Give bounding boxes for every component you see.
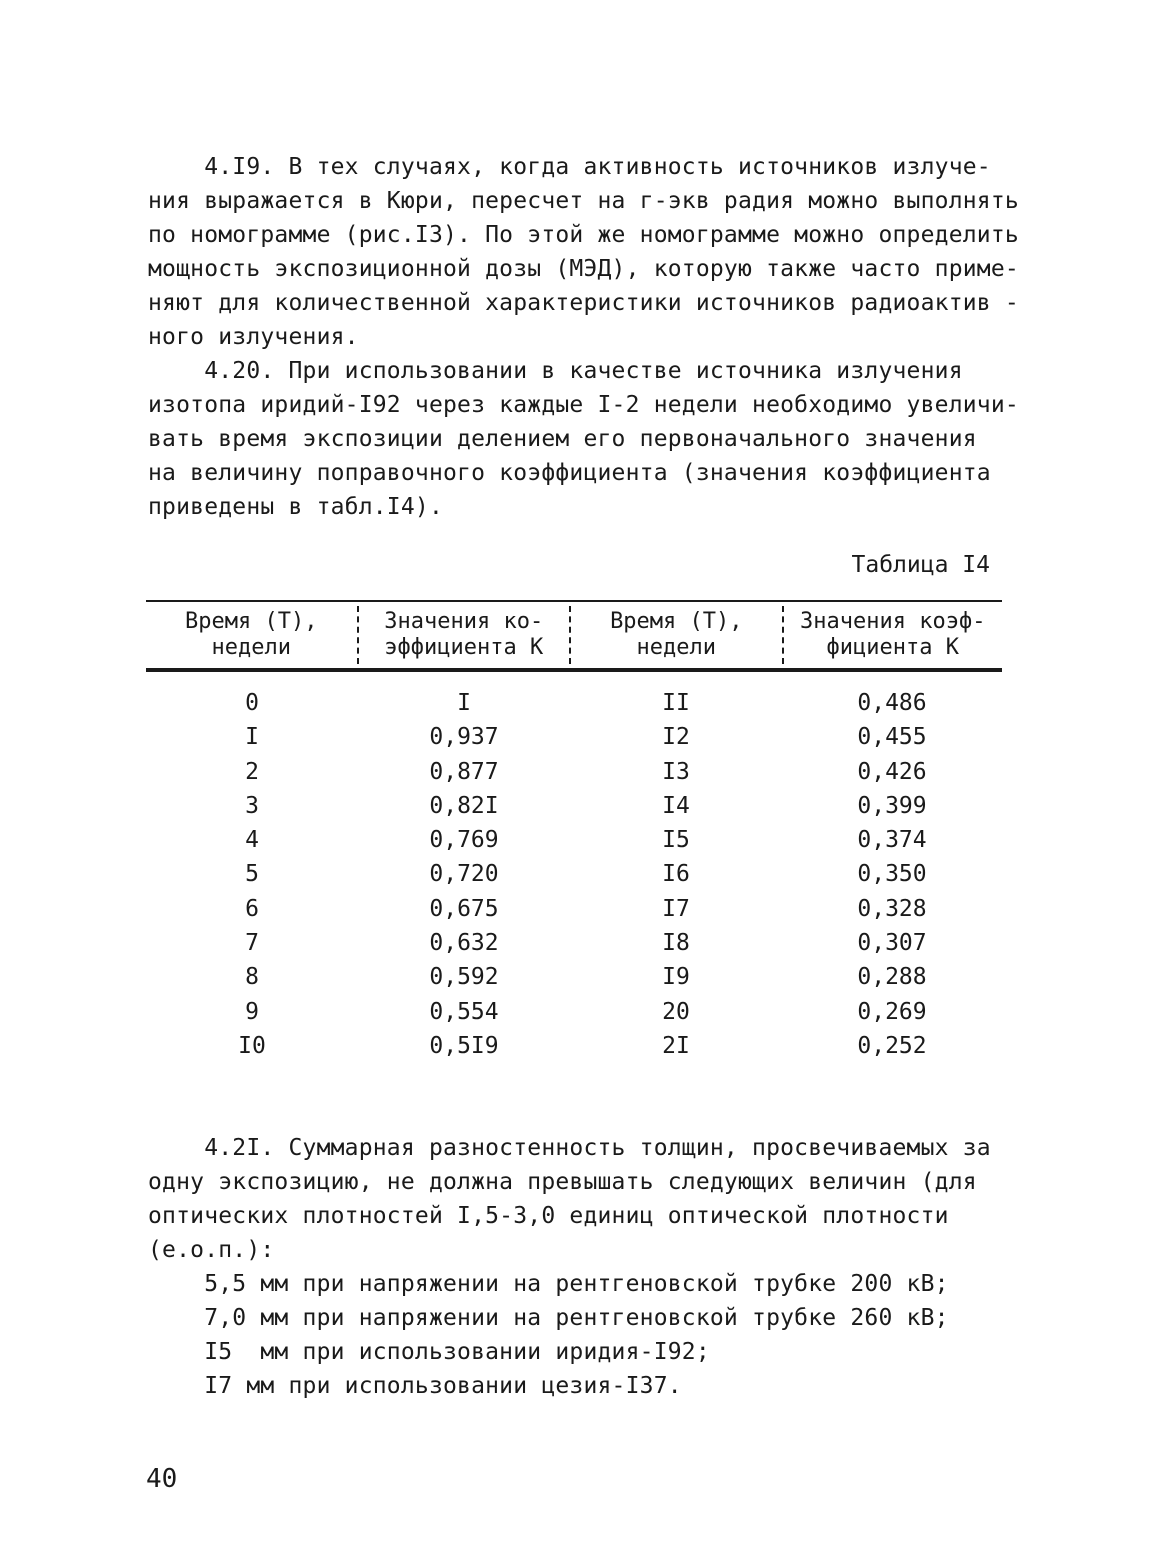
table-cell: 0,675 <box>429 895 499 922</box>
table-cell: 0,307 <box>857 930 927 957</box>
text-line: ного излучения. <box>148 324 359 350</box>
header-line: Значения коэф- <box>800 609 986 634</box>
table-cell: II <box>662 690 690 716</box>
table-cell: 0,328 <box>857 895 927 922</box>
table-cell: 0,426 <box>857 758 927 785</box>
header-coefficient <box>782 606 1002 664</box>
table-cell: 0,399 <box>857 792 927 819</box>
header-time-weeks <box>146 606 357 664</box>
table-cell: 0,455 <box>857 724 927 751</box>
text-line: (е.о.п.): <box>148 1237 275 1263</box>
header-line: Время (Т), <box>610 609 743 634</box>
table-cell: I8 <box>662 930 690 957</box>
table-cell: I5 <box>662 827 690 854</box>
paragraph-4-19 <box>148 150 1019 354</box>
header-line: Значения ко- <box>384 609 544 634</box>
table-cell: 0,252 <box>857 1032 927 1059</box>
table-row <box>146 1029 1002 1063</box>
table-cell: 4 <box>245 827 259 854</box>
header-line: Время (Т), <box>185 609 318 634</box>
page-number: 40 <box>146 1464 178 1494</box>
table-body <box>146 672 1002 1063</box>
text-line: ния выражается в Кюри, пересчет на г-экв радия можно выполнять <box>148 188 1019 214</box>
table-cell: I3 <box>662 758 690 785</box>
text-line: I5 мм при использовании иридия-I92; <box>148 1339 710 1365</box>
table-cell: 20 <box>662 998 690 1025</box>
header-line: фициента К <box>826 635 959 660</box>
table-cell: 0,592 <box>429 964 499 991</box>
table-cell: 0,374 <box>857 827 927 854</box>
header-line: недели <box>211 635 291 660</box>
table-cell: 0,937 <box>429 724 499 751</box>
table-row <box>146 686 1002 720</box>
table-cell: 0,877 <box>429 758 499 785</box>
table-cell: 0,82I <box>429 792 499 819</box>
text-line: 4.I9. В тех случаях, когда активность источников излуче- <box>148 154 991 180</box>
table-cell: I <box>245 724 259 751</box>
text-line: изотопа иридий-I92 через каждые I-2 недели необходимо увеличи- <box>148 392 1019 418</box>
table-cell: 2I <box>662 1032 690 1059</box>
table-cell: I6 <box>662 861 690 888</box>
text-line: вать время экспозиции делением его первоначального значения <box>148 426 977 452</box>
header-line: недели <box>636 635 717 660</box>
table-cell: 6 <box>245 895 259 922</box>
text-line: по номограмме (рис.I3). По этой же номограмме можно определить <box>148 222 1019 248</box>
table-cell: I0 <box>238 1032 266 1059</box>
text-line: мощность экспозиционной дозы (МЭД), которую также часто приме- <box>148 256 1019 282</box>
header-coefficient <box>357 606 570 664</box>
table-row <box>146 995 1002 1029</box>
table-cell: 0 <box>245 690 259 716</box>
table-row <box>146 892 1002 926</box>
table-cell: 3 <box>245 792 259 819</box>
text-line: 4.2I. Суммарная разностенность толщин, просвечиваемых за <box>148 1135 991 1161</box>
table-cell: I9 <box>662 964 690 991</box>
table-cell: I4 <box>662 792 690 819</box>
text-line: I7 мм при использовании цезия-I37. <box>148 1373 682 1399</box>
table-cell: 0,269 <box>857 998 927 1025</box>
table-cell: 9 <box>245 998 259 1025</box>
header-time-weeks <box>569 606 782 664</box>
table-cell: 0,554 <box>429 998 499 1025</box>
table-cell: 0,486 <box>857 690 927 716</box>
text-line: 4.20. При использовании в качестве источника излучения <box>148 358 963 384</box>
table-cell: I7 <box>662 895 690 922</box>
table-caption: Таблица I4 <box>851 552 990 578</box>
table-cell: 0,350 <box>857 861 927 888</box>
table-cell: 5 <box>245 861 259 888</box>
table-row <box>146 857 1002 891</box>
text-line: одну экспозицию, не должна превышать следующих величин (для <box>148 1169 977 1195</box>
coefficient-table <box>146 600 1002 1063</box>
table-cell: 0,720 <box>429 861 499 888</box>
table-cell: 0,5I9 <box>429 1032 499 1059</box>
header-line: эффициента К <box>384 635 544 660</box>
table-cell: 0,769 <box>429 827 499 854</box>
table-cell: 8 <box>245 964 259 991</box>
text-line: няют для количественной характеристики источников радиоактив - <box>148 290 1019 316</box>
text-line: на величину поправочного коэффициента (значения коэффициента <box>148 460 991 486</box>
paragraph-4-20 <box>148 354 1019 524</box>
paragraph-4-21 <box>148 1131 1008 1403</box>
table-header-row <box>146 602 1002 668</box>
table-cell: I2 <box>662 724 690 751</box>
text-line: оптических плотностей I,5-3,0 единиц оптической плотности <box>148 1203 949 1229</box>
table-row <box>146 755 1002 789</box>
table-cell: 0,632 <box>429 930 499 957</box>
text-line: 5,5 мм при напряжении на рентгеновской трубке 200 кВ; <box>148 1271 949 1297</box>
text-line: приведены в табл.I4). <box>148 494 443 520</box>
table-cell: I <box>457 690 471 716</box>
table-cell: 2 <box>245 758 259 785</box>
table-row <box>146 926 1002 960</box>
table-row <box>146 823 1002 857</box>
table-cell: 7 <box>245 930 259 957</box>
table-cell: 0,288 <box>857 964 927 991</box>
text-line: 7,0 мм при напряжении на рентгеновской трубке 260 кВ; <box>148 1305 949 1331</box>
table-row <box>146 720 1002 754</box>
table-row <box>146 960 1002 994</box>
table-row <box>146 789 1002 823</box>
